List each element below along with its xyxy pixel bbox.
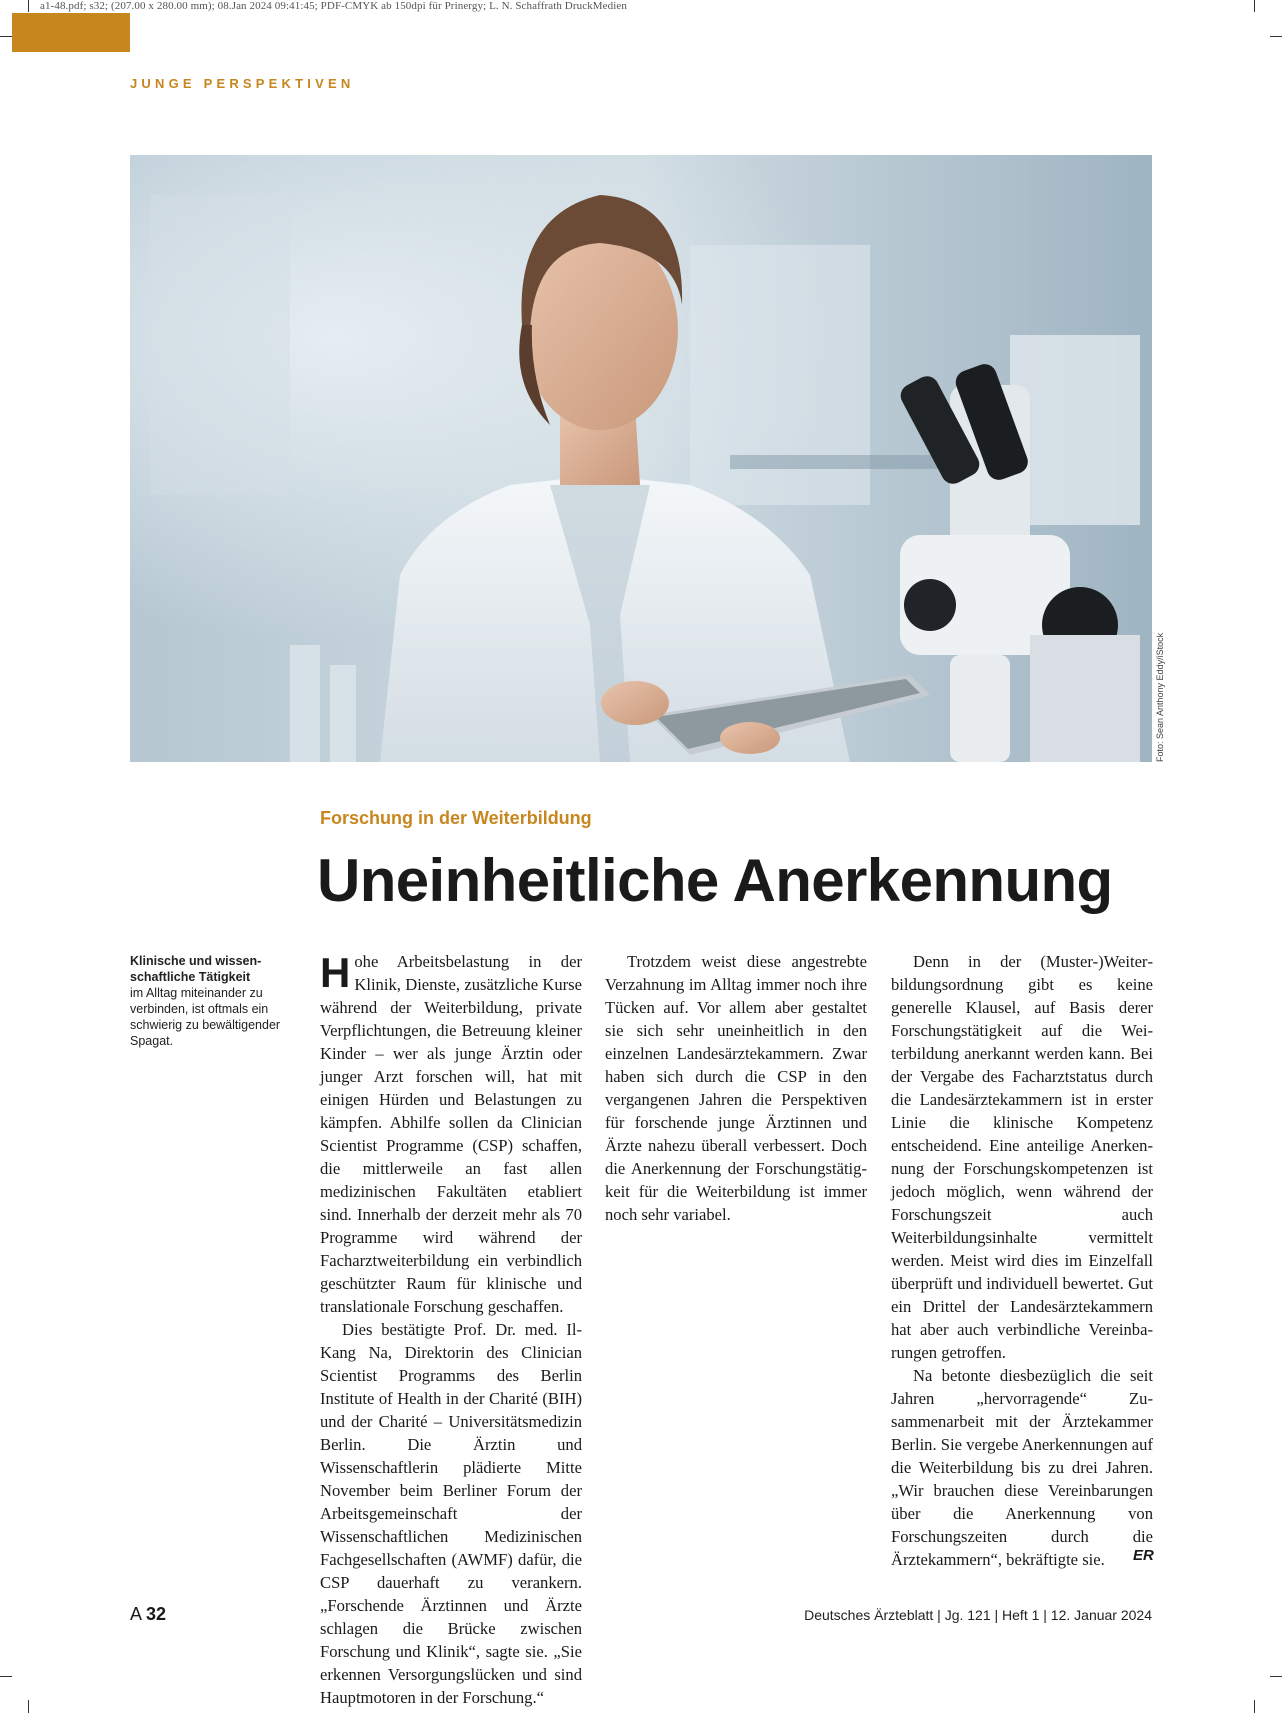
article-paragraph: Dies bestätigte Prof. Dr. med. Il-Kang Na, Direktorin des Clinician Scientist Programms des Berlin Institute of Health in der Charité (BIH) und der Charité – Universitätsmedizin Berlin. Die Ärztin und Wissenschaftlerin plädierte Mitte November beim Berliner Forum der Arbeitsgemeinschaft der Wissenschaftlichen Medizinischen Fachgesellschaften (AWMF) dafür, die CSP dauerhaft zu verankern. „Forschende Ärztinnen und Ärzte schlagen die Brücke zwischen Forschung und Klinik“, sagte sie. „Sie erkennen Versorgungslücken und sind Hauptmotoren in der Forschung.“: [320, 1320, 582, 1707]
crop-mark: [0, 1676, 12, 1677]
crop-mark: [1270, 36, 1282, 37]
section-color-tab: [12, 13, 130, 52]
article-subhead: Forschung in der Weiterbildung: [320, 808, 592, 828]
page-number: A 32: [130, 1604, 167, 1624]
author-initials: ER: [1133, 1547, 1154, 1564]
article-photo: [130, 155, 1152, 762]
crop-mark: [0, 36, 12, 37]
article-paragraph: Hohe Arbeitsbelastung in der Klinik, Dienste, zusätzliche Kurse während der Weiterbildung, private Verpflichtungen, die Betreuung kleiner Kinder – wer als junge Ärztin oder junger Arzt forschen will, hat mit einigen Hürden und Belastungen zu kämpfen. Abhilfe sollen da Clinician Scientist Programme (CSP) schaffen, die mittlerweile an fast allen medizinischen Fakultäten etabliert sind. Innerhalb der derzeit mehr als 70 Programme wird während der Facharztweiterbildung ein verbindlich geschützter Raum für klinische und translationale Forschung geschaffen.: [320, 949, 582, 1316]
crop-mark: [28, 0, 29, 12]
article-paragraph: Trotzdem weist diese angestrebte Verzahnung im Alltag immer noch ihre Tücken auf. Vor allem aber gestaltet sie sich sehr uneinheitlich in den einzelnen Landesärztekammern. Zwar haben sich durch die CSP in den vergangenen Jahren die Perspektiven für forschende junge Ärztinnen und Ärzte nahezu überall verbessert. Doch die Anerkennung der Forschungstätigkeit für die Weiterbildung ist immer noch sehr variabel.: [605, 952, 867, 1224]
article-column-1: [320, 950, 582, 1709]
drop-cap: H: [320, 949, 351, 996]
article-column-3: [891, 950, 1153, 1571]
crop-mark: [1270, 1676, 1282, 1677]
crop-mark: [1254, 1700, 1255, 1713]
caption-text: im Alltag miteinander zu verbinden, ist oftmals ein schwierig zu bewältigender Spagat.: [130, 986, 281, 1048]
crop-mark: [1254, 0, 1255, 12]
print-slug: a1-48.pdf; s32; (207.00 x 280.00 mm); 08.Jan 2024 09:41:45; PDF-CMYK ab 150dpi für Prinergy; L. N. Schaffrath DruckMedien: [40, 0, 627, 12]
photo-caption: [130, 953, 300, 1049]
crop-mark: [28, 1700, 29, 1713]
article-paragraph: Denn in der (Muster-)Weiterbildungsordnung gibt es keine generelle Klausel, auf Basis derer Forschungstätigkeit auf die Weiterbildung anerkannt werden kann. Bei der Vergabe des Facharztstatus durch die Landesärztekammern ist in erster Linie die klinische Kompetenz entscheidend. Eine anteilige Anerkennung der Forschungskompetenzen ist jedoch möglich, wenn während der Forschungszeit auch Weiterbildungsinhalte vermittelt werden. Meist wird dies im Einzelfall überprüft und individuell bewertet. Gut ein Drittel der Landesärztekammern hat aber auch verbindliche Vereinbarungen getroffen.: [891, 952, 1153, 1362]
section-label: JUNGE PERSPEKTIVEN: [130, 76, 355, 91]
journal-footer: Deutsches Ärzteblatt | Jg. 121 | Heft 1 | 12. Januar 2024: [804, 1607, 1152, 1623]
article-paragraph: Na betonte diesbezüglich die seit Jahren „hervorragende“ Zusammenarbeit mit der Ärztekammer Berlin. Sie vergebe Anerkennungen auf die Weiterbildung bis zu drei Jahren. „Wir brauchen diese Vereinbarungen über die Anerkennung von Forschungszeiten durch die Ärztekammern“, bekräftigte sie.: [891, 1366, 1153, 1569]
caption-lead: Klinische und wissen-schaftliche Tätigkeit: [130, 954, 262, 984]
article-column-2: [605, 950, 867, 1226]
photo-credit: Foto: Sean Anthony Eddy/iStock: [1155, 632, 1165, 762]
article-headline: Uneinheitliche Anerkennung: [317, 847, 1113, 914]
